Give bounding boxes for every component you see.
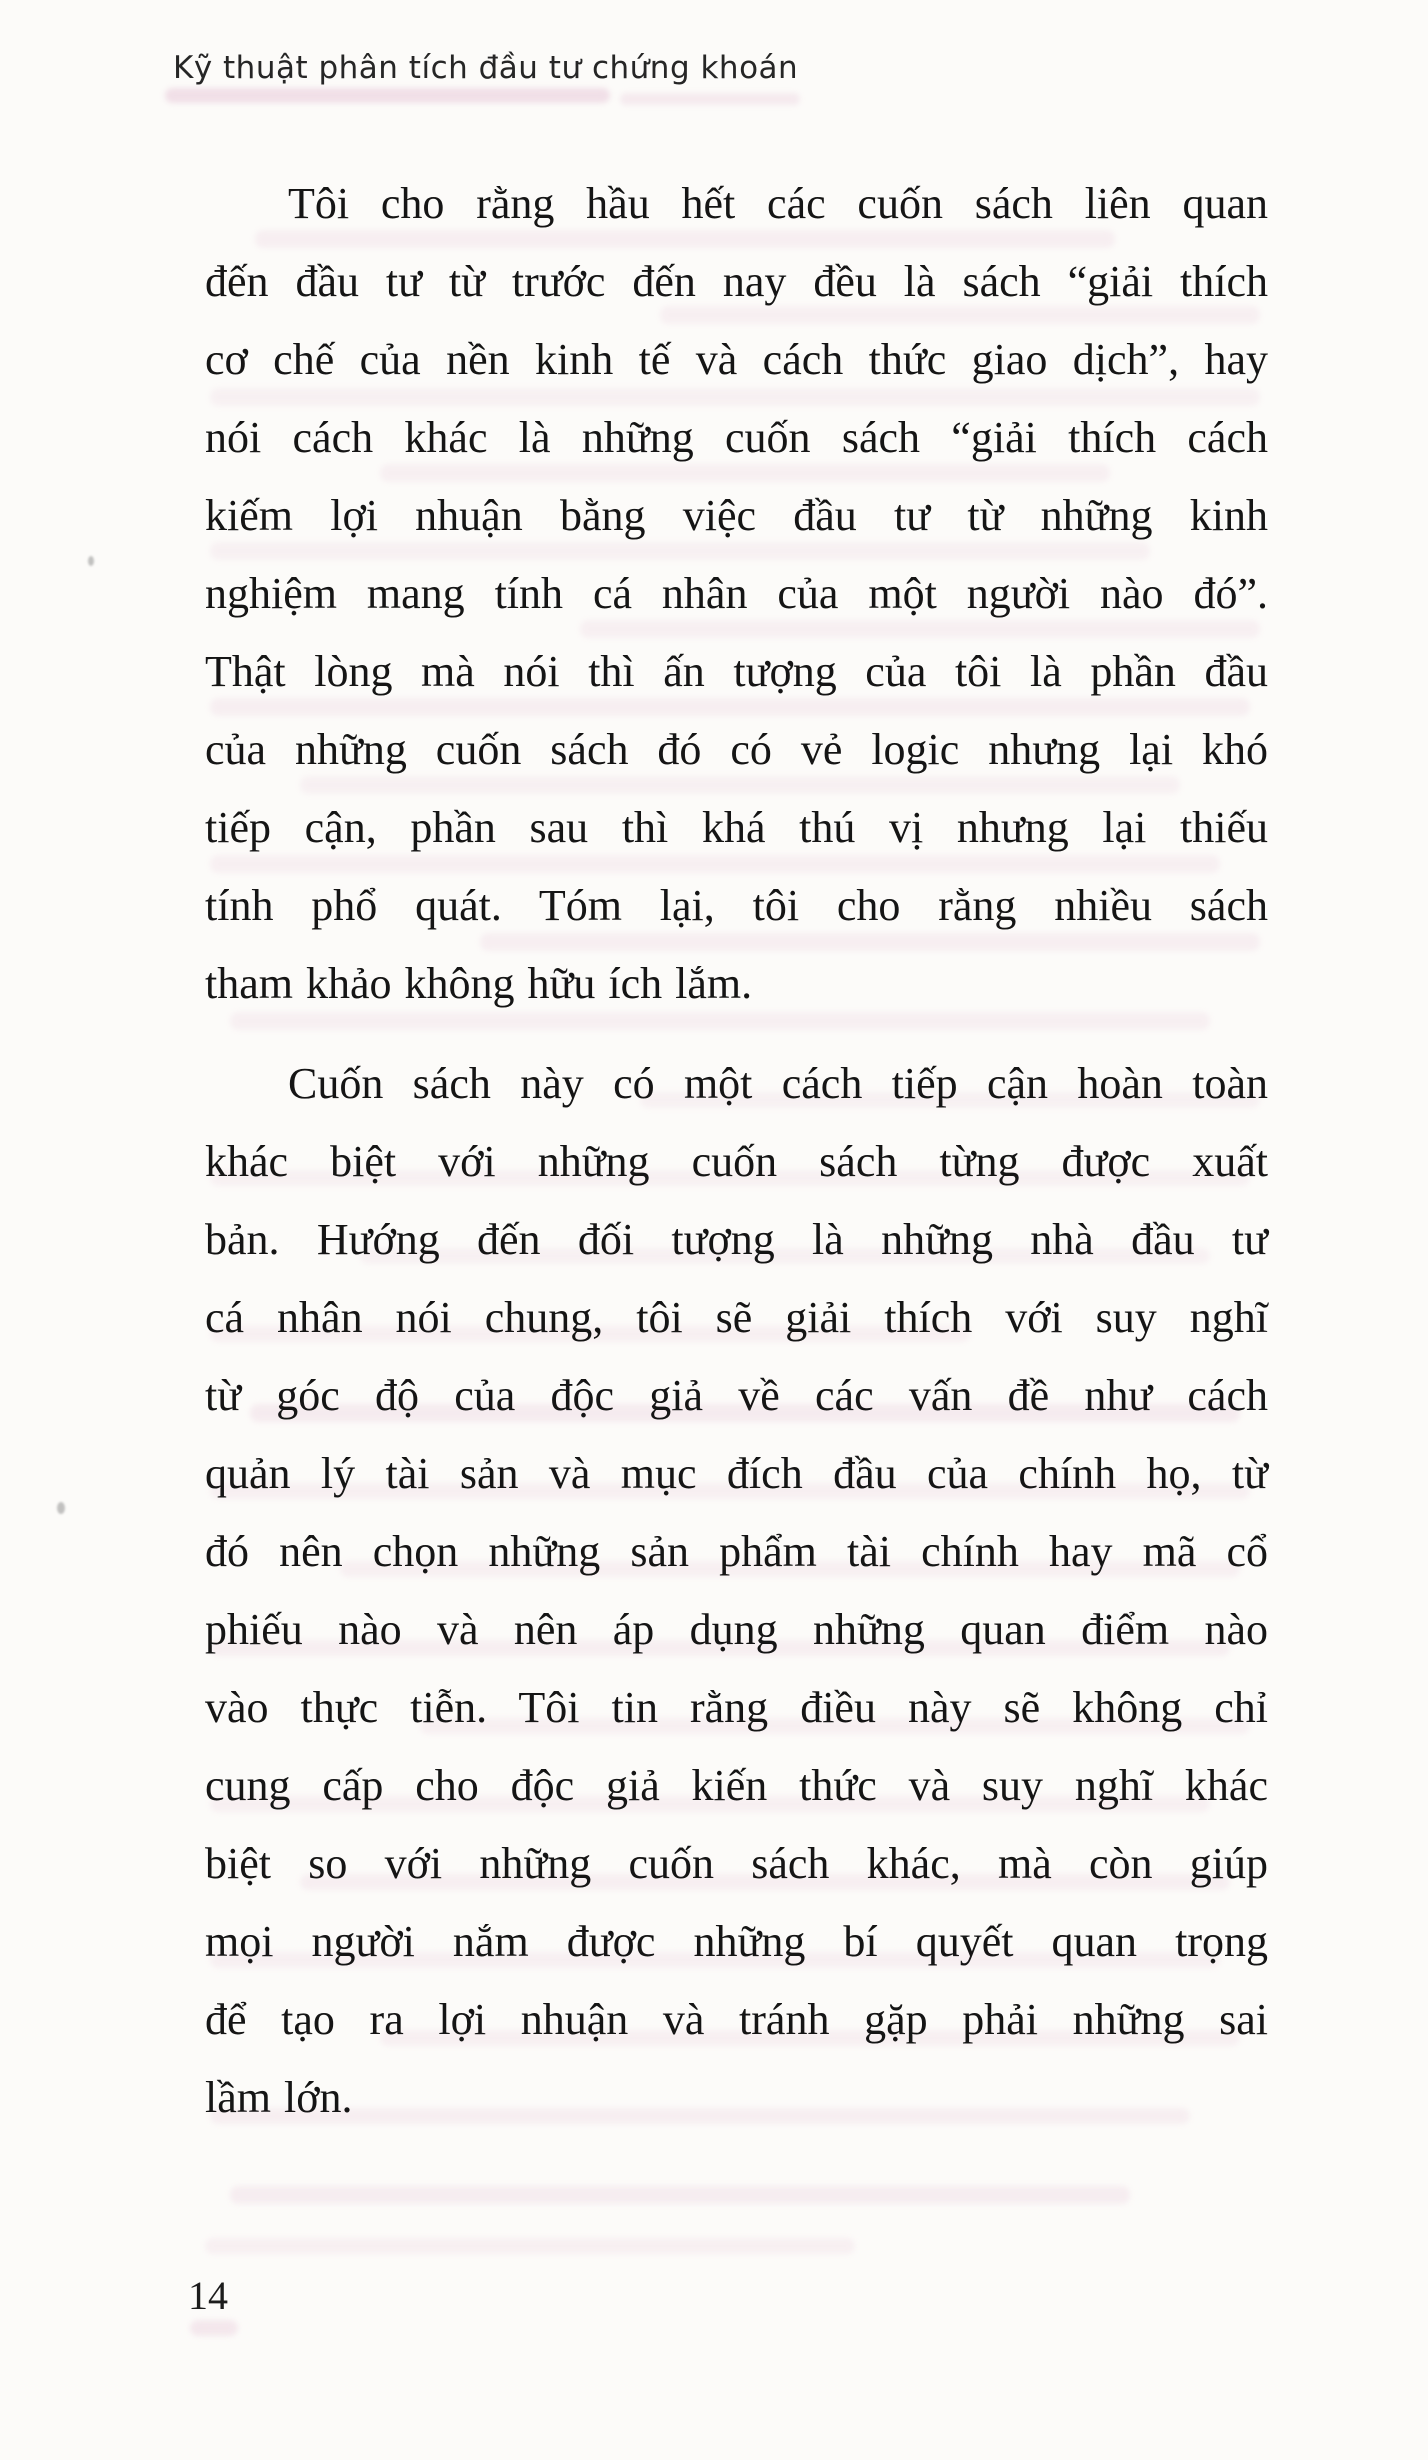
text-line: để tạo ra lợi nhuận và tránh gặp phải những sai (205, 1995, 1268, 2044)
text-line: cá nhân nói chung, tôi sẽ giải thích với suy nghĩ (205, 1293, 1268, 1342)
text-line: quản lý tài sản và mục đích đầu của chính họ, từ (205, 1449, 1268, 1498)
scan-speck (88, 556, 94, 566)
text-line: phiếu nào và nên áp dụng những quan điểm nào (205, 1605, 1268, 1654)
bleed-through-smudge (205, 2238, 855, 2254)
text-line: tham khảo không hữu ích lắm. (205, 959, 753, 1008)
running-header: Kỹ thuật phân tích đầu tư chứng khoán (173, 50, 799, 86)
text-line: biệt so với những cuốn sách khác, mà còn giúp (205, 1839, 1268, 1888)
text-line: Thật lòng mà nói thì ấn tượng của tôi là phần đầu (205, 647, 1268, 696)
text-line: bản. Hướng đến đối tượng là những nhà đầu tư (205, 1215, 1268, 1264)
text-line: tiếp cận, phần sau thì khá thú vị nhưng lại thiếu (205, 803, 1268, 852)
text-line: của những cuốn sách đó có vẻ logic nhưng lại khó (205, 725, 1268, 774)
text-line: nói cách khác là những cuốn sách “giải thích cách (205, 413, 1268, 462)
text-line: mọi người nắm được những bí quyết quan trọng (205, 1917, 1268, 1966)
bleed-through-smudge (230, 2186, 1130, 2204)
page-number: 14 (188, 2273, 228, 2318)
body-text (205, 165, 1268, 2137)
bleed-through-smudge (190, 2320, 238, 2336)
scan-speck (57, 1502, 65, 1514)
text-line: cơ chế của nền kinh tế và cách thức giao dịch”, hay (205, 335, 1268, 384)
bleed-through-smudge (620, 93, 800, 105)
text-line: vào thực tiễn. Tôi tin rằng điều này sẽ không chỉ (205, 1683, 1268, 1732)
text-line: đó nên chọn những sản phẩm tài chính hay mã cổ (205, 1527, 1268, 1576)
text-line: kiếm lợi nhuận bằng việc đầu tư từ những kinh (205, 491, 1268, 540)
paragraph (205, 165, 1268, 1023)
bleed-through-smudge (165, 88, 610, 103)
text-line: Tôi cho rằng hầu hết các cuốn sách liên quan (288, 179, 1268, 228)
text-line: đến đầu tư từ trước đến nay đều là sách “giải thích (205, 257, 1268, 306)
text-line: từ góc độ của độc giả về các vấn đề như cách (205, 1371, 1268, 1420)
text-line: nghiệm mang tính cá nhân của một người nào đó”. (205, 569, 1268, 618)
text-line: cung cấp cho độc giả kiến thức và suy nghĩ khác (205, 1761, 1268, 1810)
text-line: lầm lớn. (205, 2073, 353, 2122)
text-line: tính phổ quát. Tóm lại, tôi cho rằng nhiều sách (205, 881, 1268, 930)
paragraph (205, 1045, 1268, 2137)
text-line: khác biệt với những cuốn sách từng được xuất (205, 1137, 1268, 1186)
text-line: Cuốn sách này có một cách tiếp cận hoàn toàn (288, 1059, 1268, 1108)
